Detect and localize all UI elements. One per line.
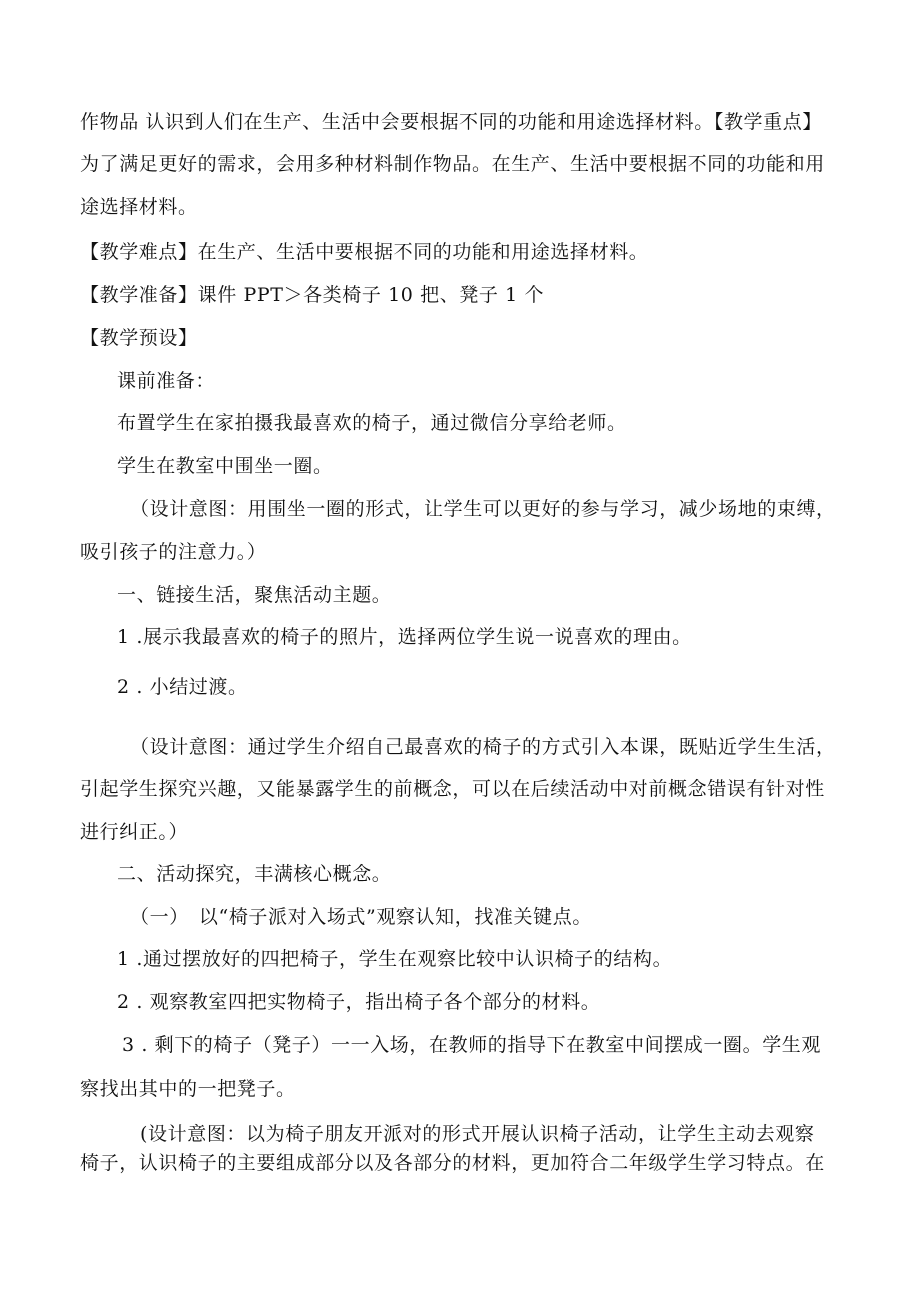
text-line: 途选择材料。 xyxy=(80,196,198,218)
text-line: 作物品 认识到人们在生产、生活中会要根据不同的功能和用途选择材料。【教学重点】 xyxy=(80,111,822,133)
design-note: 引起学生探究兴趣，又能暴露学生的前概念，可以在后续活动中对前概念错误有针对性 xyxy=(80,778,825,800)
design-note: (设计意图：以为椅子朋友开派对的形式开展认识椅子活动，让学生主动去观察 xyxy=(140,1123,815,1145)
design-note: 吸引孩子的注意力。） xyxy=(80,541,267,563)
list-item: 2 . 观察教室四把实物椅子，指出椅子各个部分的材料。 xyxy=(117,991,601,1013)
list-item: 1 .通过摆放好的四把椅子，学生在观察比较中认识椅子的结构。 xyxy=(117,948,673,970)
design-note: （设计意图：通过学生介绍自己最喜欢的椅子的方式引入本课，既贴近学生生活， xyxy=(130,736,836,758)
section-heading: 【教学准备】课件 PPT＞各类椅子 10 把、凳子 1 个 xyxy=(80,284,545,306)
list-item: 3 . 剩下的椅子（凳子）一一入场，在教师的指导下在教室中间摆成一圈。学生观 xyxy=(122,1034,822,1056)
design-note: 椅子，认识椅子的主要组成部分以及各部分的材料，更加符合二年级学生学习特点。在 xyxy=(80,1152,825,1174)
text-line: 布置学生在家拍摄我最喜欢的椅子，通过微信分享给老师。 xyxy=(117,412,627,434)
text-line: 学生在教室中围坐一圈。 xyxy=(117,455,333,477)
list-item: 察找出其中的一把凳子。 xyxy=(80,1078,296,1100)
sub-heading: （一） 以“椅子派对入场式”观察认知，找准关键点。 xyxy=(130,906,592,928)
design-note: （设计意图：用围坐一圈的形式，让学生可以更好的参与学习，减少场地的束缚， xyxy=(130,498,836,520)
section-heading: 一、链接生活，聚焦活动主题。 xyxy=(117,584,392,606)
section-heading: 【教学难点】在生产、生活中要根据不同的功能和用途选择材料。 xyxy=(80,241,649,263)
section-heading: 二、活动探究，丰满核心概念。 xyxy=(117,863,392,885)
list-item: 1 .展示我最喜欢的椅子的照片，选择两位学生说一说喜欢的理由。 xyxy=(117,626,692,648)
text-line: 课前准备： xyxy=(117,370,216,392)
text-line: 为了满足更好的需求，会用多种材料制作物品。在生产、生活中要根据不同的功能和用 xyxy=(80,153,825,175)
list-item: 2 . 小结过渡。 xyxy=(117,676,248,698)
section-heading: 【教学预设】 xyxy=(80,327,198,349)
design-note: 进行纠正。） xyxy=(80,821,189,843)
